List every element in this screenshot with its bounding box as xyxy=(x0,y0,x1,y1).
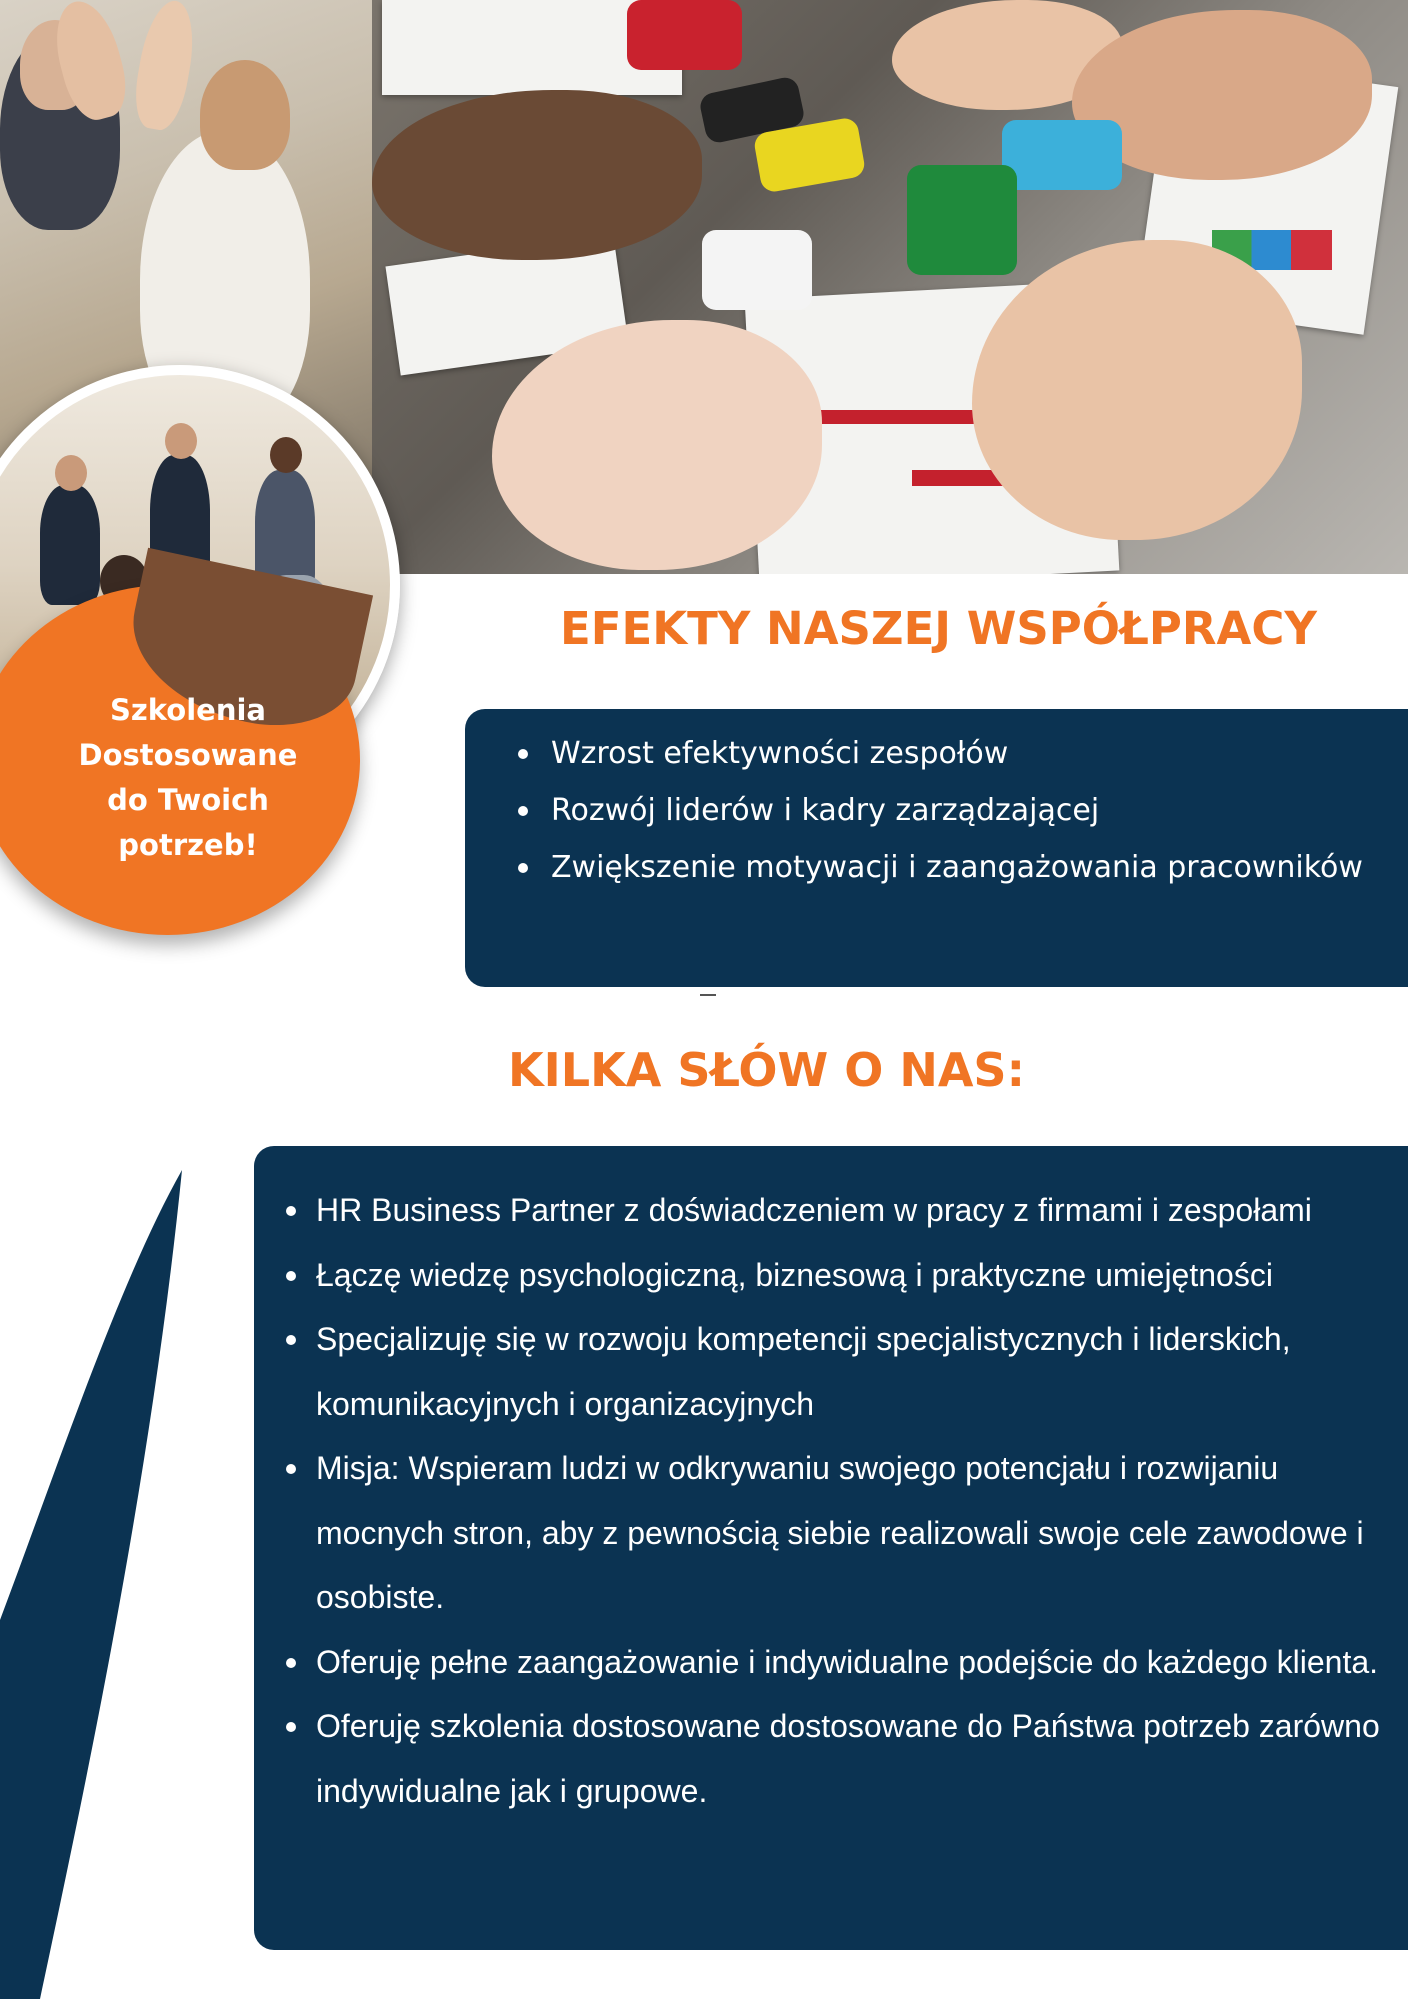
list-item-text: Rozwój liderów i kadry zarządzającej xyxy=(551,793,1100,828)
effects-heading: EFEKTY NASZEJ WSPÓŁPRACY xyxy=(560,602,1317,655)
sticker-line: potrzeb! xyxy=(118,828,258,862)
about-list xyxy=(270,1178,1406,1823)
list-item-text: Zwiększenie motywacji i zaangażowania pracowników xyxy=(551,850,1363,885)
list-item xyxy=(270,1694,1406,1823)
puzzle-collaboration-photo xyxy=(372,0,1408,574)
bullet-icon xyxy=(518,749,528,759)
list-item-text: Oferuję szkolenia dostosowane dostosowane do Państwa potrzeb zarówno indywidualne jak i grupowe. xyxy=(316,1708,1380,1809)
list-item-text: Misja: Wspieram ludzi w odkrywaniu swojego potencjału i rozwijaniu mocnych stron, aby z pewnością siebie realizowali swoje cele zawodowe i osobiste. xyxy=(316,1450,1364,1615)
sticker-line: Szkolenia xyxy=(110,693,266,727)
bullet-icon xyxy=(286,1722,296,1732)
decorative-swoosh xyxy=(0,1160,200,1999)
list-item xyxy=(483,839,1383,896)
list-item xyxy=(270,1243,1406,1308)
bullet-icon xyxy=(286,1206,296,1216)
bullet-icon xyxy=(518,806,528,816)
divider xyxy=(700,994,716,996)
list-item-text: HR Business Partner z doświadczeniem w pracy z firmami i zespołami xyxy=(316,1192,1312,1228)
list-item-text: Specjalizuję się w rozwoju kompetencji specjalistycznych i liderskich, komunikacyjnych i organizacyjnych xyxy=(316,1321,1291,1422)
effects-list xyxy=(483,725,1383,896)
bullet-icon xyxy=(286,1464,296,1474)
list-item-text: Łączę wiedzę psychologiczną, biznesową i praktyczne umiejętności xyxy=(316,1256,1273,1293)
list-item xyxy=(270,1436,1406,1630)
about-heading: KILKA SŁÓW O NAS: xyxy=(508,1043,1025,1097)
bullet-icon xyxy=(518,863,528,873)
list-item xyxy=(270,1307,1406,1436)
list-item xyxy=(483,782,1383,839)
list-item xyxy=(270,1630,1406,1695)
list-item xyxy=(270,1178,1406,1243)
bullet-icon xyxy=(286,1335,296,1345)
bullet-icon xyxy=(286,1271,296,1281)
list-item xyxy=(483,725,1383,782)
list-item-text: Wzrost efektywności zespołów xyxy=(551,736,1009,771)
sticker-text xyxy=(18,688,358,868)
bullet-icon xyxy=(286,1658,296,1668)
sticker-line: do Twoich xyxy=(107,783,269,817)
list-item-text: Oferuję pełne zaangażowanie i indywidualne podejście do każdego klienta. xyxy=(316,1643,1379,1680)
sticker-line: Dostosowane xyxy=(78,738,298,772)
